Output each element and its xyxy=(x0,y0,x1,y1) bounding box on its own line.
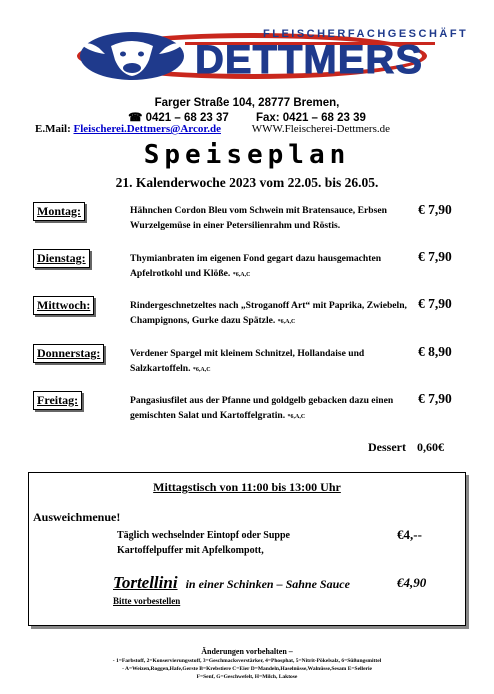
website-text: WWW.Fleischerei-Dettmers.de xyxy=(251,123,390,135)
footer-heading: Änderungen vorbehalten – xyxy=(201,647,293,656)
dish-friday xyxy=(130,393,420,425)
day-label-monday: Montag: xyxy=(33,202,85,221)
day-label-wednesday: Mittwoch: xyxy=(33,296,94,315)
ox-head-icon xyxy=(77,30,187,82)
fax-number: Fax: 0421 – 68 23 39 xyxy=(255,112,366,124)
dish-wednesday xyxy=(130,298,420,330)
alt-line-soup: Täglich wechselnder Eintopf oder Suppe xyxy=(117,530,290,541)
alt-menu-text xyxy=(117,528,290,558)
dish-text: Rindergeschnetzeltes nach „Stroganoff Art“ mit Paprika, Zwiebeln, Champignons, Gurke dazu Spätzle. xyxy=(130,300,407,326)
address-street: Farger Straße 104, 28777 Bremen, xyxy=(154,97,340,109)
day-label-thursday: Donnerstag: xyxy=(33,344,104,363)
dish-text: Verdener Spargel mit kleinem Schnitzel, Hollandaise und Salzkartoffeln. xyxy=(130,348,365,374)
logo-name: DETTMERS xyxy=(195,38,423,82)
logo-tagline: FLEISCHERFACHGESCHÄFT xyxy=(263,28,469,40)
price-monday: € 7,90 xyxy=(418,202,452,217)
alt-menu-price: €4,-- xyxy=(397,527,422,542)
dish-thursday xyxy=(130,346,420,378)
week-subtitle: 21. Kalenderwoche 2023 vom 22.05. bis 26.05. xyxy=(115,175,379,190)
dessert-line xyxy=(368,440,444,455)
dish-tuesday xyxy=(130,251,420,283)
price-thursday: € 8,90 xyxy=(418,344,452,359)
special-name: Tortellini xyxy=(113,573,178,592)
day-label-friday: Freitag: xyxy=(33,391,82,410)
price-wednesday: € 7,90 xyxy=(418,296,452,311)
phone-number: ☎ 0421 – 68 23 37 xyxy=(128,112,229,124)
email-link[interactable]: Fleischerei.Dettmers@Arcor.de xyxy=(73,123,221,135)
day-label-tuesday: Dienstag: xyxy=(33,249,90,268)
special-description: in einer Schinken – Sahne Sauce xyxy=(185,577,350,591)
alt-menu-label: Ausweichmenue! xyxy=(33,510,121,524)
preorder-note: Bitte vorbestellen xyxy=(113,596,181,606)
dessert-price: 0,60€ xyxy=(416,440,444,454)
dish-text: Hähnchen Cordon Bleu vom Schwein mit Bratensauce, Erbsen Wurzelgemüse in einer Petersilienrahm und Röstis. xyxy=(130,205,387,231)
allergen-codes: *6,A,C xyxy=(232,272,251,278)
footer-allergens: - A=Weizen,Roggen,Hafe,Gerste B=Krebstiere C=Eier D=Mandeln,Haselnüsse,Walnüsse,Sesam E=Sellerie xyxy=(122,666,372,672)
price-tuesday: € 7,90 xyxy=(418,249,452,264)
special-price: €4,90 xyxy=(397,575,427,590)
price-friday: € 7,90 xyxy=(418,391,452,406)
dish-monday xyxy=(130,203,420,233)
footer-allergens-2: F=Senf, G=Geschwefelt, H=Milch, Laktose xyxy=(196,674,298,680)
allergen-codes: *6,A,C xyxy=(277,319,296,325)
lunch-title: Mittagstisch von 11:00 bis 13:00 Uhr xyxy=(153,480,341,494)
allergen-codes: *6,A,C xyxy=(287,414,306,420)
dish-text: Pangasiusfilet aus der Pfanne und goldgelb gebacken dazu einen gemischten Salat und Kartoffelgratin. xyxy=(130,395,394,421)
company-logo xyxy=(75,25,469,90)
alt-line-puffer: Kartoffelpuffer mit Apfelkompott, xyxy=(117,545,264,556)
dish-text: Thymianbraten im eigenen Fond gegart dazu hausgemachten Apfelrotkohl und Klöße. xyxy=(130,253,382,279)
dessert-label: Dessert xyxy=(368,440,406,454)
address-phone-fax xyxy=(0,110,494,124)
allergen-codes: *6,A,C xyxy=(192,367,211,373)
footer-additives: - 1=Farbstoff, 2=Konservierungsstoff, 3=Geschmacksverstärker, 4=Phosphat, 5=Nitrit-Pökelsalz, 6=Süßungsmittel xyxy=(112,658,382,664)
lunch-box xyxy=(28,472,466,626)
contact-line xyxy=(35,123,390,135)
page-title: Speiseplan xyxy=(143,140,351,170)
special-dish xyxy=(113,573,350,593)
email-label: E.Mail: xyxy=(35,123,71,135)
